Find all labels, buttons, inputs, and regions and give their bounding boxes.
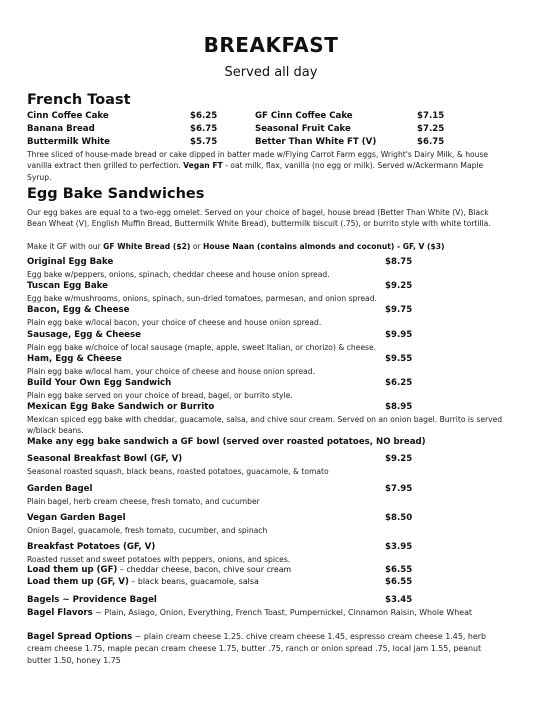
menu-item-name: Mexican Egg Bake Sandwich or Burrito: [27, 402, 215, 412]
menu-item-description: Egg bake w/peppers, onions, spinach, cheddar cheese and house onion spread.: [27, 270, 330, 279]
menu-item-name: Bacon, Egg & Cheese: [27, 305, 130, 315]
menu-item-name: Tuscan Egg Bake: [27, 281, 108, 291]
menu-item-description: Plain egg bake w/local ham, your choice of cheese and house onion spread.: [27, 367, 316, 376]
menu-item-price: $9.75: [385, 305, 413, 315]
menu-item-description: Mexican spiced egg bake with cheddar, guacamole, salsa, and chive sour cream. Served on an onion bagel. Burrito is served w/black beans.: [27, 415, 503, 436]
menu-item-name: Vegan Garden Bagel: [27, 513, 126, 523]
page-subtitle: Served all day: [224, 65, 318, 80]
menu-item-name: Better Than White FT (V): [255, 137, 377, 147]
menu-item-price: $8.95: [385, 402, 413, 412]
menu-item-price: $6.25: [385, 378, 413, 388]
menu-item-price: $7.25: [417, 124, 445, 134]
egg-bake-intro: Our egg bakes are equal to a two-egg omelet. Served on your choice of bagel, house bread (Better Than White (V), Black Bean Wheat (V), English Muffin Bread, Buttermilk White Bread), buttermilk biscuit (.75), or burrito style with white tortilla.: [27, 208, 491, 229]
menu-item-price: $5.75: [190, 137, 218, 147]
menu-item-description: Plain egg bake w/local bacon, your choice of cheese and house onion spread.: [27, 318, 322, 327]
menu-item-name: Breakfast Potatoes (GF, V): [27, 542, 156, 552]
menu-item-description: Plain bagel, herb cream cheese, fresh tomato, and cucumber: [27, 497, 260, 506]
menu-item-price: $8.50: [385, 513, 413, 523]
section-heading-egg-bake: Egg Bake Sandwiches: [27, 186, 205, 202]
page-title: BREAKFAST: [203, 33, 339, 57]
menu-item-price: $9.95: [385, 330, 413, 340]
menu-item-price: $3.45: [385, 595, 413, 605]
section-heading-french-toast: French Toast: [27, 92, 131, 108]
menu-item-name: GF Cinn Coffee Cake: [255, 111, 353, 121]
menu-item-name: Bagels ~ Providence Bagel: [27, 595, 157, 605]
bagel-spread-options: Bagel Spread Options ~ plain cream cheese 1.25. chive cream cheese 1.45, espresso cream cheese 1.45, herb cream cheese 1.75, maple pecan cream cheese 1.75, butter .75, ranch or onion spread .75, local jam 1.55, peanut butter 1.50, honey 1.75: [27, 632, 486, 665]
menu-item-price: $6.55: [385, 565, 413, 575]
menu-item-price: $6.25: [190, 111, 218, 121]
menu-item-name: Garden Bagel: [27, 484, 93, 494]
menu-item-description: Roasted russet and sweet potatoes with peppers, onions, and spices.: [27, 555, 291, 564]
menu-item-description: Seasonal roasted squash, black beans, roasted potatoes, guacamole, & tomato: [27, 467, 329, 476]
menu-item-name: Ham, Egg & Cheese: [27, 354, 122, 364]
menu-item-price: $6.75: [417, 137, 445, 147]
egg-bake-gf-note: Make it GF with our GF White Bread ($2) or House Naan (contains almonds and coconut) - GF, V ($3): [27, 242, 445, 251]
menu-item-name: Build Your Own Egg Sandwich: [27, 378, 172, 388]
menu-item-name: Seasonal Fruit Cake: [255, 124, 351, 134]
menu-item-price: $3.95: [385, 542, 413, 552]
menu-item-price: $6.75: [190, 124, 218, 134]
menu-item-name: Banana Bread: [27, 124, 95, 134]
load-them-up-option: Load them up (GF, V) – black beans, guacamole, salsa: [27, 577, 259, 587]
menu-item-price: $7.95: [385, 484, 413, 494]
load-them-up-option: Load them up (GF) – cheddar cheese, bacon, chive sour cream: [27, 565, 292, 575]
bagel-flavors: Bagel Flavors ~ Plain, Asiago, Onion, Everything, French Toast, Pumpernickel, Cinnamon Raisin, Whole Wheat: [27, 608, 472, 618]
menu-item-price: $6.55: [385, 577, 413, 587]
menu-item-name: Original Egg Bake: [27, 257, 114, 267]
menu-item-description: Egg bake w/mushrooms, onions, spinach, sun-dried tomatoes, parmesan, and onion spread.: [27, 294, 377, 303]
menu-item-name: Seasonal Breakfast Bowl (GF, V): [27, 454, 183, 464]
menu-item-description: Plain egg bake served on your choice of bread, bagel, or burrito style.: [27, 391, 293, 400]
gf-bowl-note: Make any egg bake sandwich a GF bowl (served over roasted potatoes, NO bread): [27, 437, 426, 447]
menu-item-name: Buttermilk White: [27, 137, 110, 147]
french-toast-description: Three sliced of house-made bread or cake dipped in batter made w/Flying Carrot Farm eggs, Wright's Dairy Milk, & house vanilla extract then grilled to perfection. Vegan FT - oat milk, flax, vanilla (no egg or milk). Served w/Ackermann Maple Syrup.: [27, 150, 489, 182]
menu-item-description: Onion Bagel, guacamole, fresh tomato, cucumber, and spinach: [27, 526, 268, 535]
menu-item-price: $8.75: [385, 257, 413, 267]
menu-item-name: Cinn Coffee Cake: [27, 111, 109, 121]
menu-item-price: $9.55: [385, 354, 413, 364]
menu-item-price: $9.25: [385, 454, 413, 464]
menu-item-description: Plain egg bake w/choice of local sausage (maple, apple, sweet Italian, or chorizo) & cheese.: [27, 343, 377, 352]
menu-item-price: $9.25: [385, 281, 413, 291]
menu-item-name: Sausage, Egg & Cheese: [27, 330, 141, 340]
menu-item-price: $7.15: [417, 111, 445, 121]
